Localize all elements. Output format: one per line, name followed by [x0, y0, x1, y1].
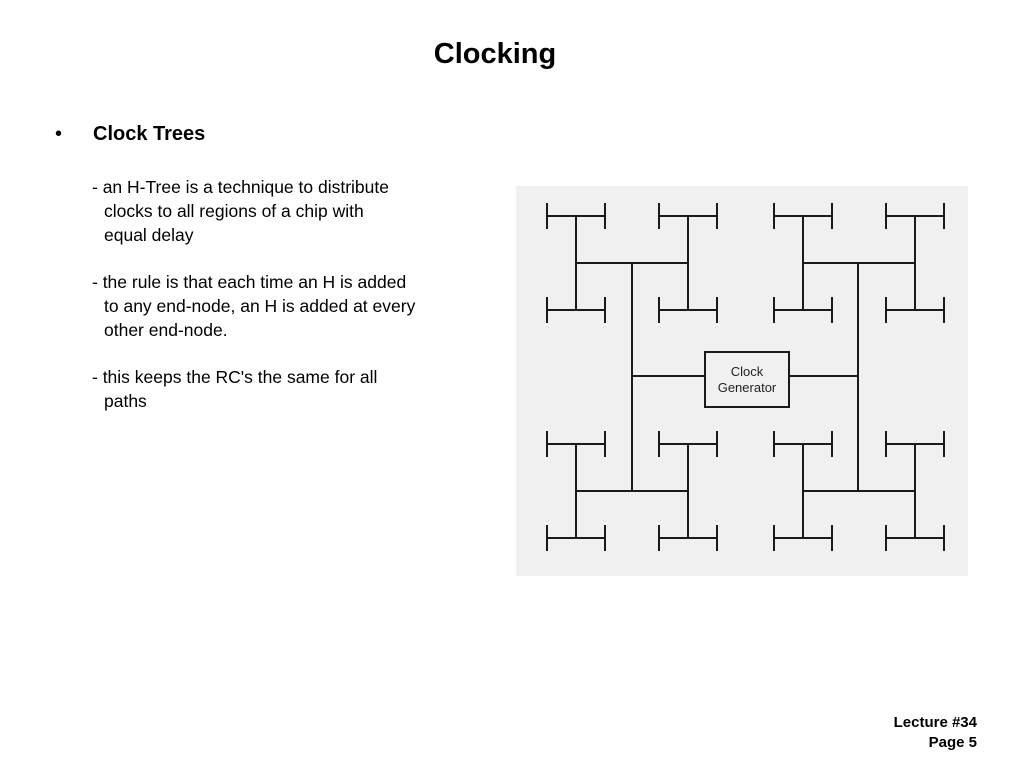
slide-footer	[894, 713, 977, 753]
note-line: other end-node.	[104, 320, 228, 340]
clock-generator-label-line: Clock	[730, 363, 764, 379]
bullet-marker: •	[55, 123, 63, 145]
lecture-number: Lecture #34	[893, 714, 977, 731]
clock-generator-label	[705, 352, 789, 407]
section-heading: Clock Trees	[93, 123, 206, 145]
page-number: Page 5	[928, 734, 977, 751]
note-line: to any end-node, an H is added at every	[104, 296, 416, 316]
note-paragraph	[92, 175, 492, 247]
note-line: - this keeps the RC's the same for all	[92, 367, 378, 387]
h-tree-diagram	[516, 186, 968, 576]
note-paragraph	[92, 270, 492, 342]
note-paragraph	[92, 365, 492, 413]
note-line: - an H-Tree is a technique to distribute	[92, 177, 389, 197]
note-line: - the rule is that each time an H is added	[92, 272, 407, 292]
note-line: clocks to all regions of a chip with	[104, 201, 364, 221]
notes-list	[92, 175, 492, 436]
note-line: equal delay	[104, 225, 194, 245]
slide-title: Clocking	[433, 38, 557, 70]
clock-generator-label-line: Generator	[717, 379, 777, 395]
note-line: paths	[104, 391, 147, 411]
